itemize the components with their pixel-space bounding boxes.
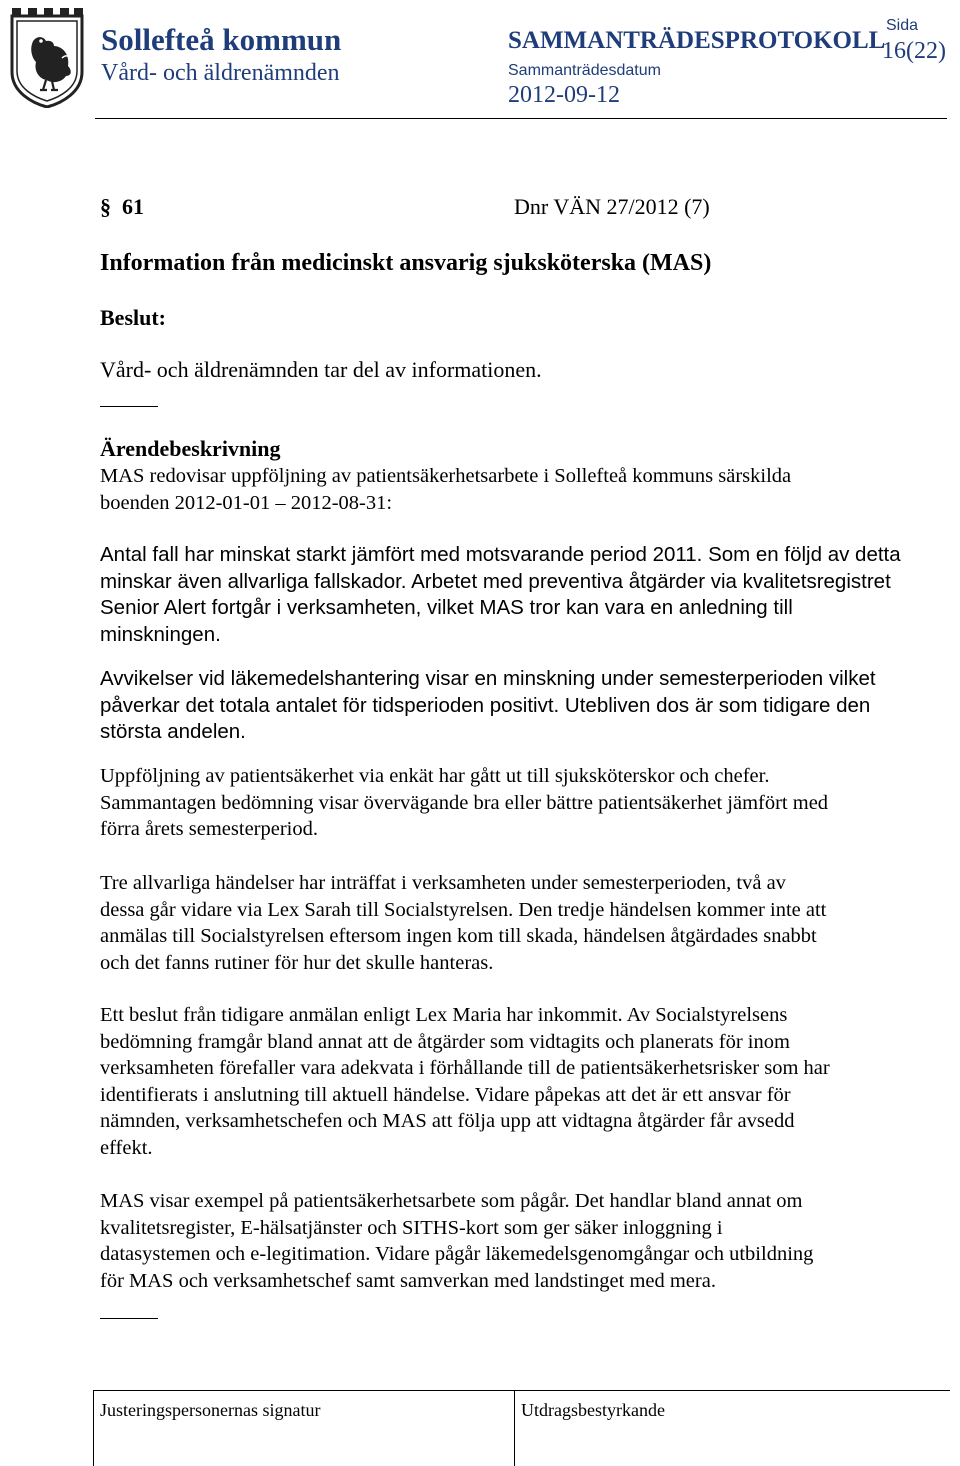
text-line: Tre allvarliga händelser har inträffat i verksamheten under semesterperioden, två av bbox=[100, 872, 786, 894]
section-symbol: § bbox=[100, 194, 111, 219]
text-line: bedömning framgår bland annat att de åtgärder som vidtagits och planerats för inom bbox=[100, 1030, 790, 1053]
diary-number: Dnr VÄN 27/2012 (7) bbox=[514, 194, 710, 219]
text-line: och det fanns rutiner för hur det skulle hanteras. bbox=[100, 951, 494, 974]
paragraph-medication bbox=[100, 666, 940, 746]
text-line: påverkar det totala antalet för tidsperioden positivt. Utebliven dos är som tidigare den bbox=[100, 693, 871, 717]
text-line: nämnden, verksamhetschefen och MAS att följa upp att vidtagna åtgärder får avsedd bbox=[100, 1110, 795, 1132]
text-line: Ett beslut från tidigare anmälan enligt Lex Maria har inkommit. Av Socialstyrelsens bbox=[100, 1004, 788, 1026]
text-line: minskningen. bbox=[100, 622, 221, 646]
text-line: Senior Alert fortgår i verksamheten, vilket MAS tror kan vara en anledning till bbox=[100, 596, 793, 619]
case-intro bbox=[100, 463, 940, 516]
document-type: SAMMANTRÄDESPROTOKOLL bbox=[508, 27, 886, 54]
paragraph-serious-events bbox=[100, 870, 940, 976]
text-line: effekt. bbox=[100, 1136, 153, 1159]
paragraph-number bbox=[100, 194, 144, 220]
text-line: förra årets semesterperiod. bbox=[100, 818, 318, 840]
page-label: Sida bbox=[886, 17, 919, 34]
text-line: minskar även allvarliga fallskador. Arbetet med preventiva åtgärder via kvalitetsregistret bbox=[100, 569, 891, 593]
text-line: MAS redovisar uppföljning av patientsäkerhetsarbete i Sollefteå kommuns särskilda bbox=[100, 465, 792, 487]
paragraph-title: Information från medicinskt ansvarig sjuksköterska (MAS) bbox=[100, 250, 712, 276]
meeting-date-label: Sammanträdesdatum bbox=[508, 62, 661, 79]
text-line: boenden 2012-01-01 – 2012-08-31: bbox=[100, 491, 393, 514]
case-description-heading: Ärendebeskrivning bbox=[100, 436, 281, 461]
section-divider bbox=[100, 406, 158, 407]
text-line: Sammantagen bedömning visar övervägande bra eller bättre patientsäkerhet jämfört med bbox=[100, 791, 829, 814]
page-number: 16(22) bbox=[882, 38, 946, 64]
text-line: kvalitetsregister, E-hälsatjänster och SITHS-kort som ger säker inloggning i bbox=[100, 1216, 723, 1239]
organization-name: Sollefteå kommun bbox=[101, 22, 342, 57]
text-line: anmälas till Socialstyrelsen eftersom ingen kom till skada, händelsen åtgärdades snabbt bbox=[100, 925, 817, 947]
text-line: MAS visar exempel på patientsäkerhetsarbete som pågår. Det handlar bland annat om bbox=[100, 1190, 803, 1212]
text-line: för MAS och verksamhetschef samt samverkan med landstinget med mera. bbox=[100, 1269, 716, 1292]
paragraph-lex-maria bbox=[100, 1002, 940, 1161]
meeting-date: 2012-09-12 bbox=[508, 82, 620, 108]
decision-text: Vård- och äldrenämnden tar del av informationen. bbox=[100, 357, 542, 382]
signature-box-separator bbox=[514, 1390, 515, 1466]
signature-label: Justeringspersonernas signatur bbox=[100, 1400, 321, 1420]
text-line: Avvikelser vid läkemedelshantering visar en minskning under semesterperioden vilket bbox=[100, 667, 876, 690]
certification-label: Utdragsbestyrkande bbox=[521, 1400, 665, 1420]
paragraph-survey bbox=[100, 763, 940, 843]
text-line: Antal fall har minskat starkt jämfört med motsvarande period 2011. Som en följd av detta bbox=[100, 543, 901, 566]
text-line: datasystemen och e-legitimation. Vidare pågår läkemedelsgenomgångar och utbildning bbox=[100, 1243, 814, 1265]
header-divider bbox=[95, 118, 947, 119]
committee-name: Vård- och äldrenämnden bbox=[101, 60, 340, 86]
text-line: verksamheten förefaller vara adekvata i förhållande till de patientsäkerhetsrisker som har bbox=[100, 1057, 830, 1079]
paragraph-falls bbox=[100, 542, 940, 648]
paragraph-examples bbox=[100, 1188, 940, 1294]
text-line: Uppföljning av patientsäkerhet via enkät har gått ut till sjuksköterskor och chefer. bbox=[100, 765, 770, 787]
text-line: identifierats i anslutning till aktuell händelse. Vidare påpekas att det är ett ansvar för bbox=[100, 1083, 791, 1106]
text-line: största andelen. bbox=[100, 720, 246, 743]
text-line: dessa går vidare via Lex Sarah till Socialstyrelsen. Den tredje händelsen kommer inte att bbox=[100, 898, 827, 921]
decision-heading: Beslut: bbox=[100, 305, 166, 330]
paragraph-number-value: 61 bbox=[122, 194, 144, 219]
section-divider bbox=[100, 1318, 158, 1319]
municipal-coat-of-arms-icon bbox=[10, 8, 84, 108]
